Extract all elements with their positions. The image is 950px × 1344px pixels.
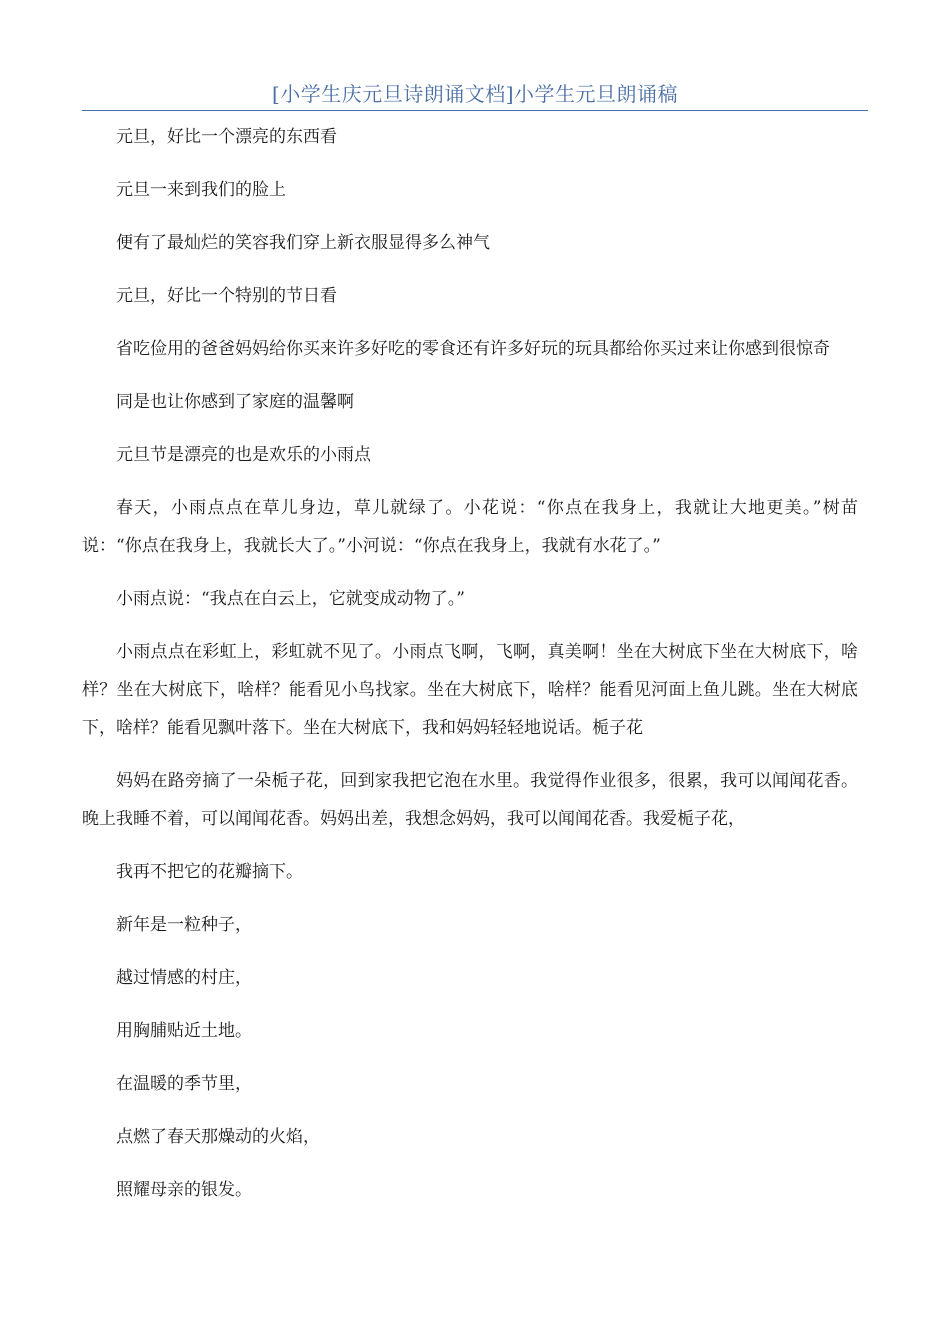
paragraph: 省吃俭用的爸爸妈妈给你买来许多好吃的零食还有许多好玩的玩具都给你买过来让你感到很惊奇	[116, 339, 830, 359]
paragraph: 小雨点点在彩虹上，彩虹就不见了。小雨点飞啊，飞啊，真美啊！坐在大树底下坐在大树底下，啥样？坐在大树底下，啥样？能看见小鸟找家。坐在大树底下，啥样？能看见河面上鱼儿跳。坐在大树底下，啥样？能看见飘叶落下。坐在大树底下，我和妈妈轻轻地说话。栀子花	[82, 642, 858, 738]
paragraph: 新年是一粒种子，	[116, 915, 252, 935]
paragraph: 小雨点说：“我点在白云上，它就变成动物了。”	[116, 589, 465, 609]
document-body	[82, 118, 858, 1224]
paragraph: 我再不把它的花瓣摘下。	[116, 862, 303, 882]
paragraph: 用胸脯贴近土地。	[116, 1021, 252, 1041]
paragraph: 春天，小雨点点在草儿身边，草儿就绿了。小花说：“你点在我身上，我就让大地更美。”树苗说：“你点在我身上，我就长大了。”小河说：“你点在我身上，我就有水花了。”	[82, 498, 858, 556]
paragraph: 照耀母亲的银发。	[116, 1180, 252, 1200]
document-title: [小学生庆元旦诗朗诵文档]小学生元旦朗诵稿	[271, 82, 679, 106]
paragraph: 元旦一来到我们的脸上	[116, 180, 286, 200]
document-header	[82, 78, 868, 111]
paragraph: 便有了最灿烂的笑容我们穿上新衣服显得多么神气	[116, 233, 490, 253]
paragraph: 妈妈在路旁摘了一朵栀子花，回到家我把它泡在水里。我觉得作业很多，很累，我可以闻闻花香。晚上我睡不着，可以闻闻花香。妈妈出差，我想念妈妈，我可以闻闻花香。我爱栀子花，	[82, 771, 858, 829]
paragraph: 元旦，好比一个漂亮的东西看	[116, 127, 337, 147]
paragraph: 元旦，好比一个特别的节日看	[116, 286, 337, 306]
paragraph: 同是也让你感到了家庭的温馨啊	[116, 392, 354, 412]
paragraph: 点燃了春天那燥动的火焰，	[116, 1127, 320, 1147]
paragraph: 越过情感的村庄，	[116, 968, 252, 988]
paragraph: 在温暖的季节里，	[116, 1074, 252, 1094]
paragraph: 元旦节是漂亮的也是欢乐的小雨点	[116, 445, 371, 465]
